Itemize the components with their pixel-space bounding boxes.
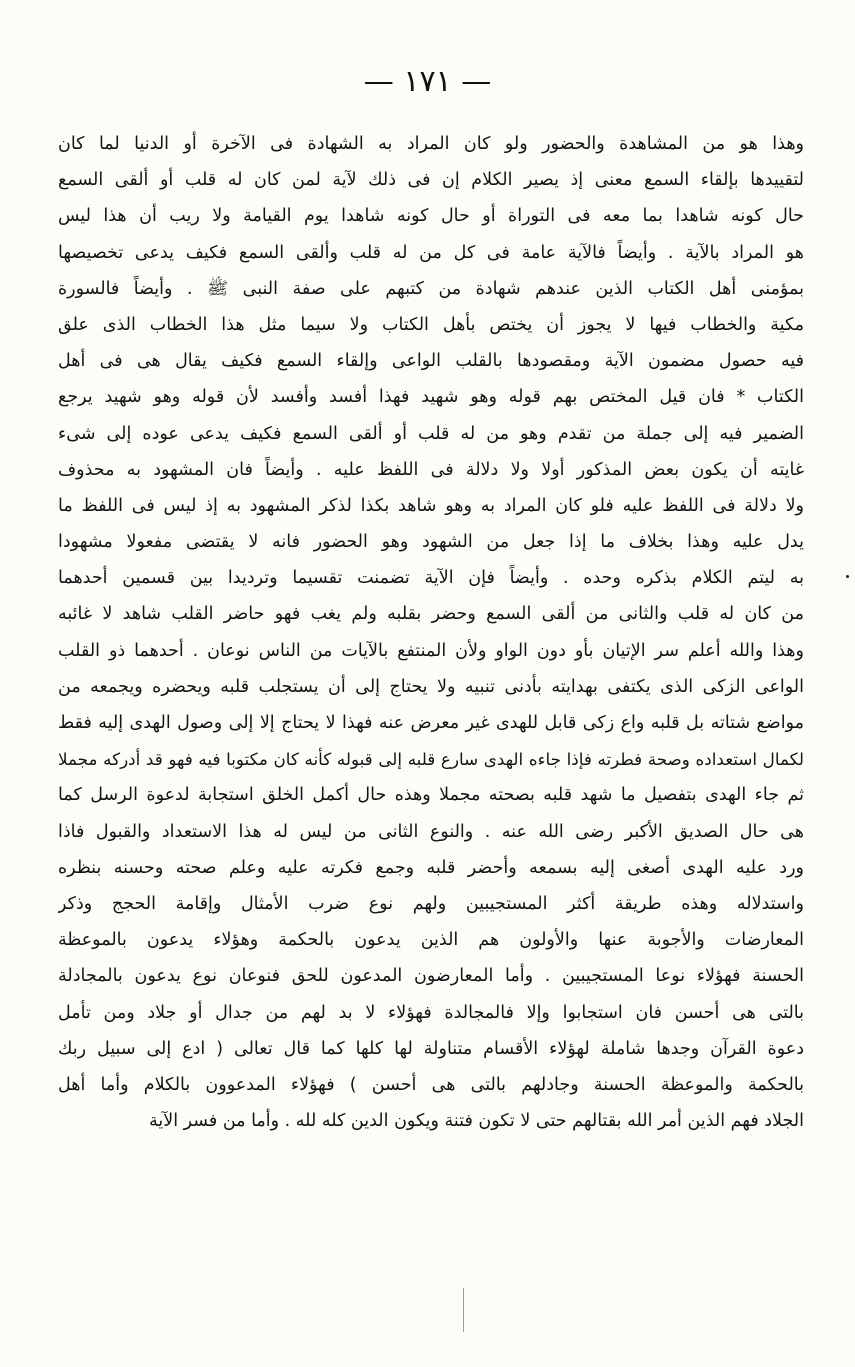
text-line-24: الحسنة فهؤلاء نوعا المستجيبين . وأما المعارضون المدعون للحق فنوعان نوع يدعون بالمجادلة — [58, 966, 804, 987]
text-line-26: دعوة القرآن وجدها شاملة لهؤلاء الأقسام متناولة لها كلها كما قال تعالى ( ادع إلى سبيل ربك — [58, 1038, 804, 1059]
text-line-2: لتقييدها بإلقاء السمع معنى إذ يصير الكلام إن فى ذلك لآية لمن كان له قلب أو ألقى السمع — [58, 170, 804, 191]
text-line-17: مواضع شتاته بل قلبه واع زكى قابل للهدى غير معرض عنه فهذا لا يحتاج إلا إلى وصول الهدى إليه فقط — [58, 713, 804, 733]
text-line-14: من كان له قلب والثانى من ألقى السمع وحضر بقلبه ولم يغب فهو حاضر القلب شاهد لا غائبه — [58, 604, 804, 625]
text-line-4: هو المراد بالآية . وأيضاً فالآية عامة فى كل من له قلب وألقى السمع فكيف يدعى تخصيصها — [58, 242, 804, 263]
body-text — [58, 126, 804, 1139]
text-line-6: مكية والخطاب فيها لا يجوز أن يختص بأهل الكتاب ولا سيما مثل هذا الخطاب الذى علق — [58, 314, 804, 335]
text-line-18: لكمال استعداده وصحة فطرته فإذا جاءه الهدى سارع قلبه إلى قبوله كأنه كان مكتوبا فيه فهو قد أدركه مجملا — [58, 749, 804, 770]
text-line-23: المعارضات والأجوبة عنها والأولون هم الذين يدعون بالحكمة وهؤلاء يدعون بالموعظة — [58, 930, 804, 951]
text-line-7: فيه حصول مضمون الآية ومقصودها بالقلب الواعى وإلقاء السمع فكيف يقال هى فى أهل — [58, 351, 804, 372]
scan-gutter-mark — [463, 1288, 464, 1332]
text-line-9: الضمير فيه إلى جملة من تقدم وهو من له قلب أو ألقى السمع فكيف يدعى عوده إلى شىء — [58, 423, 804, 444]
scan-speck — [846, 575, 849, 578]
text-line-19: ثم جاء الهدى بتفصيل ما شهد قلبه بصحته مجملا وهذه حال أكمل الخلق استجابة لدعوة الرسل كما — [58, 785, 804, 806]
text-line-3: حال كونه شاهدا بما معه فى التوراة أو حال كونه شاهدا يوم القيامة ولا ريب أن هذا ليس — [58, 206, 804, 227]
page-number: — ١٧١ — — [363, 64, 492, 99]
text-line-27: بالحكمة والموعظة الحسنة وجادلهم بالتى هى أحسن ) فهؤلاء المدعوون بالكلام وأما أهل — [58, 1074, 804, 1095]
text-line-1: وهذا هو من المشاهدة والحضور ولو كان المراد به الشهادة فى الآخرة أو الدنيا لما كان — [58, 134, 804, 154]
text-line-11: ولا دلالة فى اللفظ عليه فلو كان المراد به وهو شاهد بكذا لذكر المشهود به إذ ليس فى اللفظ ما — [58, 495, 804, 516]
text-line-28: الجلاد فهم الذين أمر الله بقتالهم حتى لا تكون فتنة ويكون الدين كله لله . وأما من فسر الآية — [148, 1111, 804, 1132]
text-line-20: هى حال الصديق الأكبر رضى الله عنه . والنوع الثانى من ليس له هذا الاستعداد والقبول فاذا — [58, 821, 804, 842]
text-line-10: غايته أن يكون بعض المذكور أولا ولا دلالة فى اللفظ عليه . وأيضاً فان المشهود به محذوف — [58, 459, 804, 480]
text-line-5: بمؤمنى أهل الكتاب الذين عندهم شهادة من كتبهم على صفة النبى ﷺ . وأيضاً فالسورة — [58, 278, 804, 299]
text-line-15: وهذا والله أعلم سر الإتيان بأو دون الواو ولأن المنتفع بالآيات من الناس نوعان . أحدهما ذو القلب — [58, 640, 804, 661]
text-line-13: به ليتم الكلام بذكره وحده . وأيضاً فإن الآية تضمنت تقسيما وترديدا بين قسمين أحدهما — [58, 568, 804, 589]
text-line-8: الكتاب * فان قيل المختص بهم قوله وهو شهيد فهذا أفسد وأفسد لأن قوله وهو شهيد يرجع — [58, 387, 804, 408]
text-line-22: واستدلاله وهذه طريقة أكثر المستجيبين ولهم نوع ضرب الأمثال وإقامة الحجج وذكر — [58, 893, 804, 914]
text-line-16: الواعى الزكى الذى يكتفى بهدايته بأدنى تنبيه ولا يحتاج إلى أن يستجلب قلبه ويحضره ويجمعه من — [58, 676, 804, 697]
text-line-12: يدل عليه وهذا بخلاف ما إذا جعل من الشهود وهو الحضور فانه لا يقتضى مفعولا مشهودا — [58, 532, 804, 553]
text-line-21: ورد عليه الهدى أصغى إليه بسمعه وأحضر قلبه وجمع فكرته عليه وعلم صحته وحسنه بنظره — [58, 857, 804, 878]
text-line-25: بالتى هى أحسن فان استجابوا وإلا فالمجالدة فهؤلاء لا بد لهم من جدال أو جلاد ومن تأمل — [58, 1002, 804, 1023]
